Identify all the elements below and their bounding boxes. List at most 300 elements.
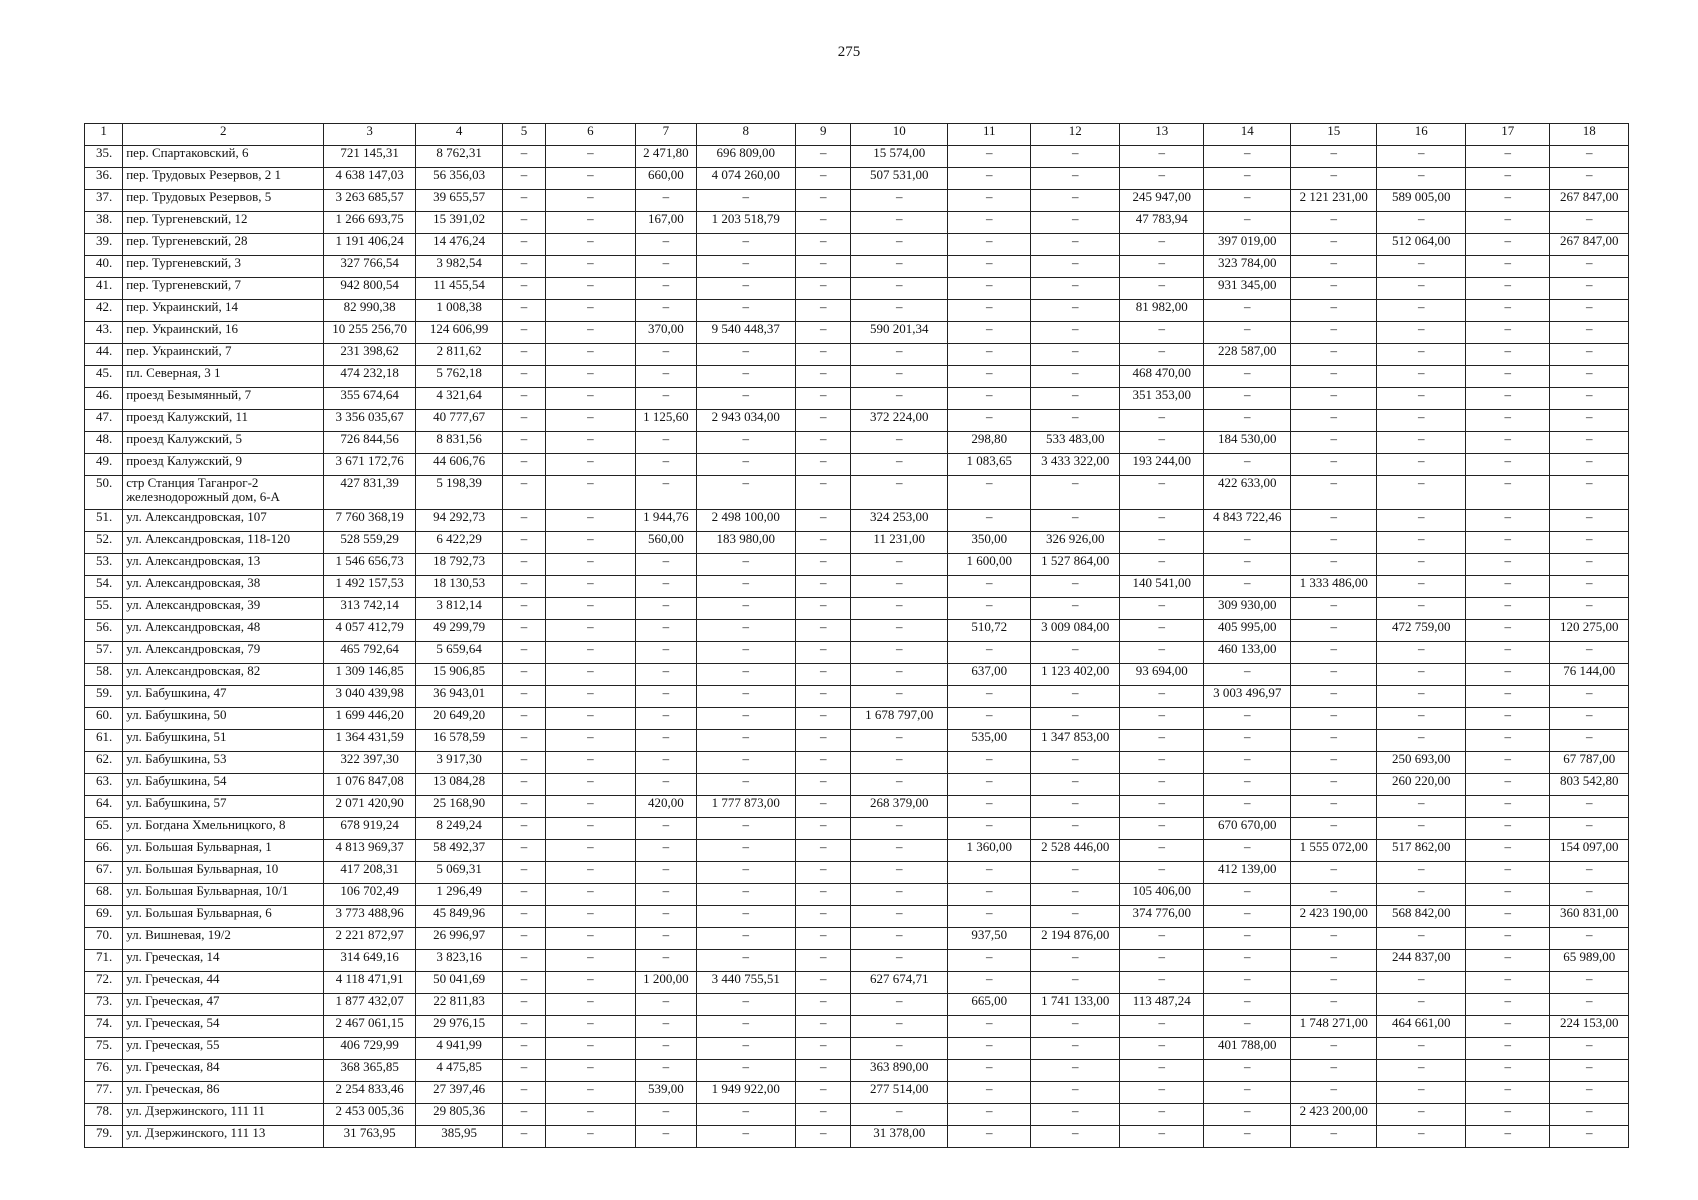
amount-cell: – [696, 774, 796, 796]
amount-cell: – [1550, 278, 1629, 300]
address-cell: стр Станция Таганрог-2 железнодорожный дом, 6-А [123, 476, 324, 510]
amount-cell: – [545, 972, 636, 994]
amount-cell: 7 760 368,19 [324, 510, 416, 532]
column-header: 7 [636, 124, 696, 146]
amount-cell: – [1204, 1082, 1291, 1104]
table-row [85, 950, 1629, 972]
amount-cell: 368 365,85 [324, 1060, 416, 1082]
amount-cell: – [545, 796, 636, 818]
amount-cell: – [947, 752, 1030, 774]
amount-cell: – [796, 454, 851, 476]
amount-cell: – [1119, 1016, 1203, 1038]
address-cell: пер. Украинский, 14 [123, 300, 324, 322]
amount-cell: – [636, 1016, 696, 1038]
amount-cell: – [1119, 730, 1203, 752]
amount-cell: – [796, 642, 851, 664]
amount-cell: 3 671 172,76 [324, 454, 416, 476]
amount-cell: – [636, 1104, 696, 1126]
amount-cell: 4 321,64 [415, 388, 503, 410]
amount-cell: 31 378,00 [851, 1126, 948, 1148]
row-number-cell: 56. [85, 620, 123, 642]
address-cell: ул. Бабушкина, 54 [123, 774, 324, 796]
amount-cell: – [1465, 476, 1549, 510]
amount-cell: 49 299,79 [415, 620, 503, 642]
amount-cell: 4 843 722,46 [1204, 510, 1291, 532]
amount-cell: – [1204, 576, 1291, 598]
amount-cell: 1 266 693,75 [324, 212, 416, 234]
address-cell: ул. Большая Бульварная, 10/1 [123, 884, 324, 906]
amount-cell: – [1031, 796, 1120, 818]
row-number-cell: 44. [85, 344, 123, 366]
amount-cell: – [851, 234, 948, 256]
table-row [85, 234, 1629, 256]
amount-cell: 94 292,73 [415, 510, 503, 532]
amount-cell: – [1119, 598, 1203, 620]
amount-cell: – [1465, 168, 1549, 190]
amount-cell: – [1119, 642, 1203, 664]
amount-cell: – [1031, 598, 1120, 620]
amount-cell: – [1465, 432, 1549, 454]
amount-cell: – [1377, 796, 1466, 818]
amount-cell: – [1031, 1126, 1120, 1148]
address-cell: ул. Александровская, 79 [123, 642, 324, 664]
amount-cell: 1 123 402,00 [1031, 664, 1120, 686]
amount-cell: – [545, 928, 636, 950]
amount-cell: 2 453 005,36 [324, 1104, 416, 1126]
amount-cell: – [1290, 598, 1377, 620]
amount-cell: – [796, 366, 851, 388]
table-row [85, 928, 1629, 950]
column-header: 13 [1119, 124, 1203, 146]
amount-cell: – [851, 994, 948, 1016]
address-cell: ул. Александровская, 38 [123, 576, 324, 598]
amount-cell: 3 812,14 [415, 598, 503, 620]
table-row [85, 994, 1629, 1016]
amount-cell: – [503, 620, 545, 642]
amount-cell: – [1465, 774, 1549, 796]
column-header: 2 [123, 124, 324, 146]
amount-cell: – [636, 862, 696, 884]
amount-cell: 326 926,00 [1031, 532, 1120, 554]
amount-cell: – [503, 1082, 545, 1104]
amount-cell: – [796, 950, 851, 972]
amount-cell: – [1290, 972, 1377, 994]
table-row [85, 322, 1629, 344]
amount-cell: 627 674,71 [851, 972, 948, 994]
amount-cell: 3 917,30 [415, 752, 503, 774]
table-row [85, 906, 1629, 928]
amount-cell: – [1119, 510, 1203, 532]
amount-cell: – [1290, 146, 1377, 168]
table-row [85, 972, 1629, 994]
amount-cell: – [1377, 928, 1466, 950]
amount-cell: 3 356 035,67 [324, 410, 416, 432]
amount-cell: – [796, 840, 851, 862]
table-row [85, 642, 1629, 664]
table-header-row [85, 124, 1629, 146]
address-cell: ул. Александровская, 13 [123, 554, 324, 576]
amount-cell: – [503, 950, 545, 972]
amount-cell: – [947, 1126, 1030, 1148]
amount-cell: – [636, 928, 696, 950]
amount-cell: – [796, 344, 851, 366]
amount-cell: – [696, 300, 796, 322]
amount-cell: – [796, 1104, 851, 1126]
amount-cell: – [1465, 730, 1549, 752]
table-row [85, 686, 1629, 708]
amount-cell: – [1465, 1016, 1549, 1038]
row-number-cell: 35. [85, 146, 123, 168]
amount-cell: – [1290, 388, 1377, 410]
amount-cell: – [545, 322, 636, 344]
amount-cell: – [503, 664, 545, 686]
amount-cell: – [545, 752, 636, 774]
address-cell: пер. Трудовых Резервов, 5 [123, 190, 324, 212]
amount-cell: 942 800,54 [324, 278, 416, 300]
amount-cell: – [1290, 950, 1377, 972]
amount-cell: – [545, 454, 636, 476]
table-row [85, 410, 1629, 432]
row-number-cell: 78. [85, 1104, 123, 1126]
amount-cell: 309 930,00 [1204, 598, 1291, 620]
amount-cell: 535,00 [947, 730, 1030, 752]
amount-cell: – [545, 1038, 636, 1060]
amount-cell: – [851, 598, 948, 620]
amount-cell: – [851, 388, 948, 410]
amount-cell: – [636, 1126, 696, 1148]
amount-cell: – [545, 840, 636, 862]
amount-cell: 323 784,00 [1204, 256, 1291, 278]
amount-cell: – [1550, 730, 1629, 752]
amount-cell: – [947, 168, 1030, 190]
column-header: 1 [85, 124, 123, 146]
table-row [85, 1082, 1629, 1104]
amount-cell: – [1290, 774, 1377, 796]
amount-cell: – [947, 862, 1030, 884]
amount-cell: – [796, 476, 851, 510]
amount-cell: – [1031, 708, 1120, 730]
amount-cell: – [1550, 510, 1629, 532]
amount-cell: – [947, 686, 1030, 708]
amount-cell: – [1377, 708, 1466, 730]
amount-cell: 1 944,76 [636, 510, 696, 532]
row-number-cell: 74. [85, 1016, 123, 1038]
amount-cell: – [1204, 752, 1291, 774]
address-cell: ул. Богдана Хмельницкого, 8 [123, 818, 324, 840]
amount-cell: – [1377, 532, 1466, 554]
amount-cell: – [545, 906, 636, 928]
amount-cell: – [545, 344, 636, 366]
amount-cell: – [1290, 664, 1377, 686]
amount-cell: – [796, 234, 851, 256]
amount-cell: – [696, 884, 796, 906]
amount-cell: – [696, 906, 796, 928]
amount-cell: – [1031, 576, 1120, 598]
amount-cell: – [1204, 906, 1291, 928]
amount-cell: – [796, 510, 851, 532]
amount-cell: – [1465, 344, 1549, 366]
row-number-cell: 77. [85, 1082, 123, 1104]
amount-cell: 15 574,00 [851, 146, 948, 168]
amount-cell: – [1290, 862, 1377, 884]
amount-cell: 3 263 685,57 [324, 190, 416, 212]
amount-cell: – [545, 146, 636, 168]
amount-cell: 250 693,00 [1377, 752, 1466, 774]
amount-cell: 3 433 322,00 [1031, 454, 1120, 476]
amount-cell: – [636, 840, 696, 862]
amount-cell: – [1119, 432, 1203, 454]
amount-cell: – [947, 1104, 1030, 1126]
amount-cell: – [1290, 476, 1377, 510]
amount-cell: – [503, 278, 545, 300]
amount-cell: – [1031, 774, 1120, 796]
amount-cell: – [1290, 532, 1377, 554]
amount-cell: – [1119, 1038, 1203, 1060]
amount-cell: – [796, 146, 851, 168]
amount-cell: – [851, 212, 948, 234]
amount-cell: – [1550, 994, 1629, 1016]
amount-cell: 3 440 755,51 [696, 972, 796, 994]
amount-cell: – [1119, 554, 1203, 576]
amount-cell: – [1465, 862, 1549, 884]
amount-cell: 228 587,00 [1204, 344, 1291, 366]
amount-cell: – [1377, 1060, 1466, 1082]
column-header: 15 [1290, 124, 1377, 146]
column-header: 9 [796, 124, 851, 146]
row-number-cell: 66. [85, 840, 123, 862]
amount-cell: – [1031, 168, 1120, 190]
amount-cell: – [947, 234, 1030, 256]
amount-cell: – [1465, 532, 1549, 554]
amount-cell: – [1290, 1038, 1377, 1060]
amount-cell: – [1119, 344, 1203, 366]
address-cell: ул. Александровская, 39 [123, 598, 324, 620]
amount-cell: – [1550, 212, 1629, 234]
amount-cell: – [1465, 190, 1549, 212]
amount-cell: – [1204, 410, 1291, 432]
amount-cell: 427 831,39 [324, 476, 416, 510]
address-cell: ул. Александровская, 107 [123, 510, 324, 532]
table-row [85, 388, 1629, 410]
amount-cell: 11 231,00 [851, 532, 948, 554]
amount-cell: – [696, 994, 796, 1016]
amount-cell: 314 649,16 [324, 950, 416, 972]
amount-cell: – [503, 774, 545, 796]
amount-cell: – [545, 818, 636, 840]
row-number-cell: 59. [85, 686, 123, 708]
row-number-cell: 67. [85, 862, 123, 884]
amount-cell: – [1377, 576, 1466, 598]
amount-cell: – [796, 532, 851, 554]
amount-cell: – [503, 796, 545, 818]
amount-cell: – [503, 476, 545, 510]
address-cell: ул. Бабушкина, 53 [123, 752, 324, 774]
amount-cell: – [503, 388, 545, 410]
amount-cell: – [1550, 256, 1629, 278]
table-row [85, 1126, 1629, 1148]
amount-cell: – [1377, 1126, 1466, 1148]
amount-cell: 2 471,80 [636, 146, 696, 168]
amount-cell: – [696, 840, 796, 862]
amount-cell: – [947, 146, 1030, 168]
amount-cell: – [1290, 510, 1377, 532]
amount-cell: – [545, 366, 636, 388]
table-row [85, 884, 1629, 906]
amount-cell: – [1550, 598, 1629, 620]
amount-cell: 533 483,00 [1031, 432, 1120, 454]
amount-cell: – [503, 1016, 545, 1038]
amount-cell: – [503, 190, 545, 212]
amount-cell: 224 153,00 [1550, 1016, 1629, 1038]
amount-cell: – [696, 554, 796, 576]
amount-cell: – [1465, 1126, 1549, 1148]
amount-cell: – [1465, 410, 1549, 432]
address-cell: ул. Греческая, 54 [123, 1016, 324, 1038]
amount-cell: – [851, 642, 948, 664]
amount-cell: – [1465, 256, 1549, 278]
amount-cell: – [1465, 972, 1549, 994]
amount-cell: – [545, 1016, 636, 1038]
row-number-cell: 72. [85, 972, 123, 994]
amount-cell: 26 996,97 [415, 928, 503, 950]
amount-cell: – [636, 774, 696, 796]
row-number-cell: 50. [85, 476, 123, 510]
amount-cell: – [1204, 1060, 1291, 1082]
amount-cell: – [503, 840, 545, 862]
amount-cell: 1 203 518,79 [696, 212, 796, 234]
amount-cell: – [503, 928, 545, 950]
amount-cell: – [1550, 554, 1629, 576]
amount-cell: – [696, 598, 796, 620]
amount-cell: – [1031, 366, 1120, 388]
amount-cell: – [851, 576, 948, 598]
amount-cell: 1 360,00 [947, 840, 1030, 862]
amount-cell: – [636, 708, 696, 730]
amount-cell: – [1119, 862, 1203, 884]
amount-cell: – [1119, 620, 1203, 642]
amount-cell: – [1465, 146, 1549, 168]
column-header: 5 [503, 124, 545, 146]
amount-cell: – [545, 300, 636, 322]
amount-cell: 1 777 873,00 [696, 796, 796, 818]
amount-cell: – [1119, 796, 1203, 818]
amount-cell: – [1465, 454, 1549, 476]
amount-cell: – [696, 708, 796, 730]
amount-cell: – [1290, 818, 1377, 840]
amount-cell: 1 364 431,59 [324, 730, 416, 752]
amount-cell: – [1377, 554, 1466, 576]
amount-cell: 324 253,00 [851, 510, 948, 532]
address-cell: ул. Большая Бульварная, 6 [123, 906, 324, 928]
amount-cell: 726 844,56 [324, 432, 416, 454]
amount-cell: – [545, 1104, 636, 1126]
amount-cell: – [636, 686, 696, 708]
amount-cell: 1 877 432,07 [324, 994, 416, 1016]
amount-cell: 106 702,49 [324, 884, 416, 906]
amount-cell: – [1119, 146, 1203, 168]
amount-cell: – [1204, 190, 1291, 212]
amount-cell: – [1377, 366, 1466, 388]
amount-cell: – [947, 190, 1030, 212]
amount-cell: – [1550, 1038, 1629, 1060]
amount-cell: – [1119, 1060, 1203, 1082]
amount-cell: 3 823,16 [415, 950, 503, 972]
amount-cell: – [1465, 300, 1549, 322]
amount-cell: – [947, 410, 1030, 432]
amount-cell: – [1119, 708, 1203, 730]
amount-cell: – [1290, 796, 1377, 818]
table-row [85, 730, 1629, 752]
amount-cell: 5 069,31 [415, 862, 503, 884]
amount-cell: – [1031, 1104, 1120, 1126]
amount-cell: – [1031, 1082, 1120, 1104]
row-number-cell: 65. [85, 818, 123, 840]
column-header: 8 [696, 124, 796, 146]
column-header: 4 [415, 124, 503, 146]
amount-cell: – [1204, 884, 1291, 906]
amount-cell: 260 220,00 [1377, 774, 1466, 796]
amount-cell: – [503, 730, 545, 752]
amount-cell: – [796, 410, 851, 432]
amount-cell: – [1377, 278, 1466, 300]
amount-cell: – [947, 708, 1030, 730]
amount-cell: – [1465, 928, 1549, 950]
amount-cell: – [1465, 818, 1549, 840]
amount-cell: – [696, 1016, 796, 1038]
amount-cell: – [1290, 366, 1377, 388]
amount-cell: 3 982,54 [415, 256, 503, 278]
amount-cell: 560,00 [636, 532, 696, 554]
amount-cell: – [1031, 476, 1120, 510]
amount-cell: – [947, 510, 1030, 532]
amount-cell: – [696, 366, 796, 388]
address-cell: ул. Дзержинского, 111 11 [123, 1104, 324, 1126]
amount-cell: – [503, 642, 545, 664]
column-header: 14 [1204, 124, 1291, 146]
amount-cell: – [1031, 344, 1120, 366]
amount-cell: – [636, 432, 696, 454]
table-row [85, 190, 1629, 212]
amount-cell: – [696, 190, 796, 212]
amount-cell: – [947, 366, 1030, 388]
address-cell: проезд Калужский, 11 [123, 410, 324, 432]
amount-cell: – [503, 1038, 545, 1060]
amount-cell: – [1119, 532, 1203, 554]
amount-cell: – [1119, 950, 1203, 972]
amount-cell: – [1550, 322, 1629, 344]
table-row [85, 1016, 1629, 1038]
amount-cell: 39 655,57 [415, 190, 503, 212]
amount-cell: – [1031, 234, 1120, 256]
amount-cell: 277 514,00 [851, 1082, 948, 1104]
amount-cell: 465 792,64 [324, 642, 416, 664]
amount-cell: 507 531,00 [851, 168, 948, 190]
amount-cell: – [503, 510, 545, 532]
amount-cell: – [1377, 1104, 1466, 1126]
amount-cell: – [851, 752, 948, 774]
amount-cell: 81 982,00 [1119, 300, 1203, 322]
amount-cell: 1 191 406,24 [324, 234, 416, 256]
amount-cell: – [1204, 300, 1291, 322]
amount-cell: 5 659,64 [415, 642, 503, 664]
row-number-cell: 40. [85, 256, 123, 278]
address-cell: ул. Большая Бульварная, 1 [123, 840, 324, 862]
amount-cell: – [636, 366, 696, 388]
amount-cell: – [796, 1126, 851, 1148]
amount-cell: 1 748 271,00 [1290, 1016, 1377, 1038]
row-number-cell: 49. [85, 454, 123, 476]
amount-cell: – [796, 212, 851, 234]
